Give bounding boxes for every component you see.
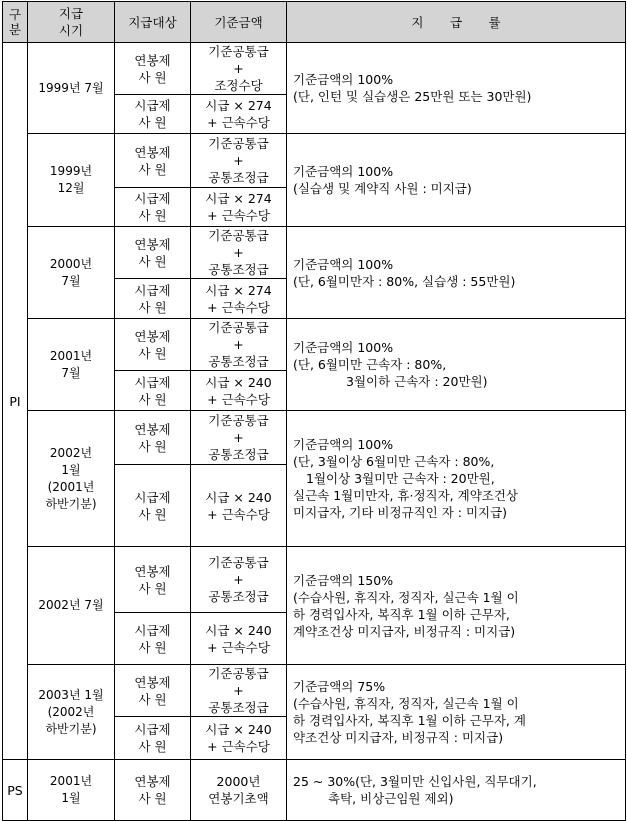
target-cell (115, 188, 191, 227)
base-amount-cell (191, 371, 287, 411)
rate-line: 기준금액의 100% (293, 340, 394, 355)
base-line: + (233, 572, 244, 587)
rate-line: 실근속 1월미만자, 휴·정직자, 계약조건상 (293, 488, 518, 503)
target-line: 연봉제 (134, 144, 171, 160)
period-cell (28, 134, 115, 227)
rate-line: (수습사원, 휴직자, 정직자, 실근속 1월 이 (293, 696, 519, 711)
pi-row-annual (3, 665, 626, 717)
pi-row-annual (3, 134, 626, 188)
target-line: 연봉제 (134, 421, 171, 437)
period-line: 하반기분) (45, 721, 97, 736)
base-amount-cell (191, 547, 287, 613)
target-line: 연봉제 (134, 774, 171, 789)
rate-line: (단, 인턴 및 실습생은 25만원 또는 30만원) (293, 89, 532, 104)
base-line: 조정수당 (214, 78, 263, 93)
period-cell (28, 43, 115, 134)
period-line: 12월 (57, 181, 85, 195)
base-line: 공통조정급 (208, 262, 269, 277)
target-line: 사 원 (138, 639, 167, 655)
rate-line: (단, 6월미만 근속자 : 80%, (293, 357, 447, 372)
base-line: 공통조정급 (208, 589, 269, 604)
period-line: 하반기분) (45, 496, 97, 511)
base-amount-cell (191, 760, 287, 821)
payment-rate-cell (287, 547, 626, 665)
base-amount-cell (191, 43, 287, 95)
base-line: 기준공통급 (208, 666, 269, 681)
base-line: + (233, 245, 244, 260)
target-cell (115, 760, 191, 821)
rate-line: (실습생 및 계약직 사원 : 미지급) (293, 181, 472, 196)
period-cell (28, 411, 115, 547)
target-line: 연봉제 (134, 563, 171, 579)
target-line: 사 원 (138, 438, 167, 454)
rate-line: (단, 6월미만자 : 80%, 실습생 : 55만원) (293, 273, 516, 289)
base-line: 기준공통급 (208, 555, 269, 570)
period-line: 1999년 7월 (38, 80, 104, 95)
rate-line: 미지급자, 기타 비정규직인 자 : 미지급) (293, 505, 508, 520)
target-cell (115, 279, 191, 319)
rate-line: 기준금액의 100% (293, 256, 394, 272)
target-line: 사 원 (138, 161, 167, 177)
period-line: 2001년 (49, 348, 93, 363)
pi-row-annual (3, 547, 626, 613)
rate-line: 하 경력입사자, 복직후 1월 이하 근무자, (293, 606, 510, 622)
period-line: 2002년 (49, 445, 93, 460)
payment-rate-cell (287, 227, 626, 319)
base-line: 기준공통급 (208, 228, 269, 243)
base-line: + 근속수당 (207, 506, 270, 522)
target-cell (115, 134, 191, 188)
base-amount-cell (191, 613, 287, 665)
payment-rate-cell (287, 760, 626, 821)
target-line: 시급제 (134, 98, 171, 113)
rate-line: 기준금액의 100% (293, 164, 394, 179)
payment-rate-cell (287, 411, 626, 547)
base-line: 공통조정급 (208, 447, 269, 462)
category-pi: PI (3, 43, 28, 760)
rate-line: 기준금액의 100% (293, 72, 394, 87)
period-line: 1999년 (49, 164, 93, 178)
base-line: + (233, 337, 244, 352)
period-cell (28, 760, 115, 821)
target-line: 사 원 (138, 208, 167, 223)
target-line: 시급제 (134, 191, 171, 206)
header-gubun-text: 구 분 (8, 7, 22, 37)
header-target: 지급대상 (115, 2, 191, 43)
ps-row (3, 760, 626, 821)
target-line: 시급제 (134, 489, 171, 505)
base-line: 시급 × 240 (205, 722, 272, 737)
rate-line: (단, 3월이상 6월미만 근속자 : 80%, (293, 454, 495, 469)
pi-row-annual (3, 411, 626, 465)
rate-line: 1월이상 3월미만 근속자 : 20만원, (306, 471, 495, 486)
base-line: 시급 × 274 (205, 191, 272, 206)
base-line: + 근속수당 (207, 739, 270, 754)
bonus-payment-table (2, 1, 626, 821)
base-line: 시급 × 240 (205, 622, 272, 638)
rate-line: 약조건상 미지급자, 비정규직 : 미지급) (293, 730, 504, 745)
target-line: 사 원 (138, 253, 167, 269)
header-base-amount: 기준금액 (191, 2, 287, 43)
target-line: 연봉제 (134, 674, 171, 690)
table-body (3, 2, 626, 821)
pi-row-annual (3, 43, 626, 95)
period-cell (28, 547, 115, 665)
target-line: 사 원 (138, 580, 167, 596)
target-cell (115, 613, 191, 665)
period-line: 7월 (61, 365, 81, 380)
rate-line: 기준금액의 100% (293, 437, 394, 452)
period-line: 2003년 1월 (38, 687, 104, 702)
base-amount-cell (191, 279, 287, 319)
rate-line: 하 경력입사자, 복직후 1월 이하 근무자, 계 (293, 713, 526, 728)
base-amount-cell (191, 134, 287, 188)
rate-line: 25 ~ 30%(단, 3월미만 신입사원, 직무대기, (293, 774, 537, 789)
target-line: 사 원 (138, 506, 167, 522)
base-line: 기준공통급 (208, 136, 269, 151)
target-line: 사 원 (138, 391, 167, 407)
target-line: 사 원 (138, 69, 167, 85)
payment-rate-cell (287, 319, 626, 411)
base-line: + (233, 683, 244, 698)
target-cell (115, 95, 191, 134)
target-line: 시급제 (134, 374, 171, 390)
target-line: 사 원 (138, 299, 167, 315)
rate-line: 기준금액의 75% (293, 679, 386, 694)
period-line: (2001년 (47, 479, 95, 494)
base-amount-cell (191, 319, 287, 371)
payment-rate-cell (287, 665, 626, 760)
base-line: 공통조정급 (208, 700, 269, 715)
payment-rate-cell (287, 134, 626, 227)
base-line: + (233, 430, 244, 445)
target-line: 연봉제 (134, 52, 171, 68)
period-line: 2002년 7월 (38, 598, 104, 612)
base-amount-cell (191, 227, 287, 279)
pi-row-annual (3, 227, 626, 279)
base-amount-cell (191, 717, 287, 760)
category-ps: PS (3, 760, 28, 821)
base-line: 시급 × 274 (205, 98, 272, 113)
rate-line: 촉탁, 비상근임원 제외) (328, 791, 454, 806)
target-line: 사 원 (138, 691, 167, 707)
target-cell (115, 227, 191, 279)
target-cell (115, 411, 191, 465)
target-cell (115, 43, 191, 95)
base-line: 공통조정급 (208, 354, 269, 369)
base-line: 연봉기초액 (208, 791, 269, 806)
rate-line: 3월이하 근속자 : 20만원) (346, 374, 488, 389)
target-line: 사 원 (138, 115, 167, 130)
target-cell (115, 717, 191, 760)
header-payment-rate: 지 급 률 (287, 2, 626, 43)
period-cell (28, 319, 115, 411)
base-line: 시급 × 240 (205, 374, 272, 390)
base-line: 시급 × 240 (205, 489, 272, 505)
period-line: 1월 (61, 462, 81, 477)
base-line: + 근속수당 (207, 115, 270, 130)
header-period: 지급 시기 (28, 2, 115, 43)
base-line: + (233, 61, 244, 76)
base-amount-cell (191, 188, 287, 227)
base-line: 기준공통급 (208, 413, 269, 428)
base-line: + 근속수당 (207, 299, 270, 315)
base-line: + 근속수당 (207, 391, 270, 407)
rate-line: (수습사원, 휴직자, 정직자, 실근속 1월 이 (293, 589, 519, 605)
pi-row-annual (3, 319, 626, 371)
period-line: 2001년 (49, 774, 93, 788)
target-cell (115, 465, 191, 547)
base-amount-cell (191, 411, 287, 465)
rate-line: 기준금액의 150% (293, 572, 394, 588)
target-cell (115, 371, 191, 411)
header-row (3, 2, 626, 43)
base-amount-cell (191, 665, 287, 717)
period-cell (28, 227, 115, 319)
target-line: 사 원 (138, 345, 167, 361)
target-cell (115, 547, 191, 613)
base-line: 2000년 (216, 774, 261, 789)
period-line: 7월 (61, 273, 81, 288)
period-line: 1월 (61, 791, 81, 805)
target-cell (115, 665, 191, 717)
base-line: 시급 × 274 (205, 282, 272, 298)
period-line: (2002년 (47, 704, 95, 719)
target-cell (115, 319, 191, 371)
header-gubun (3, 2, 28, 43)
target-line: 연봉제 (134, 328, 171, 344)
target-line: 시급제 (134, 722, 171, 737)
base-line: 공통조정급 (208, 170, 269, 185)
target-line: 연봉제 (134, 236, 171, 252)
period-cell (28, 665, 115, 760)
target-line: 시급제 (134, 622, 171, 638)
target-line: 시급제 (134, 282, 171, 298)
base-amount-cell (191, 465, 287, 547)
base-amount-cell (191, 95, 287, 134)
target-line: 사 원 (138, 791, 167, 806)
target-line: 사 원 (138, 739, 167, 754)
payment-rate-cell (287, 43, 626, 134)
base-line: + 근속수당 (207, 639, 270, 655)
base-line: + 근속수당 (207, 208, 270, 223)
base-line: 기준공통급 (208, 44, 269, 59)
base-line: 기준공통급 (208, 320, 269, 335)
period-line: 2000년 (49, 256, 93, 271)
rate-line: 계약조건상 미지급자, 비정규직 : 미지급) (293, 623, 516, 639)
base-line: + (233, 153, 244, 168)
